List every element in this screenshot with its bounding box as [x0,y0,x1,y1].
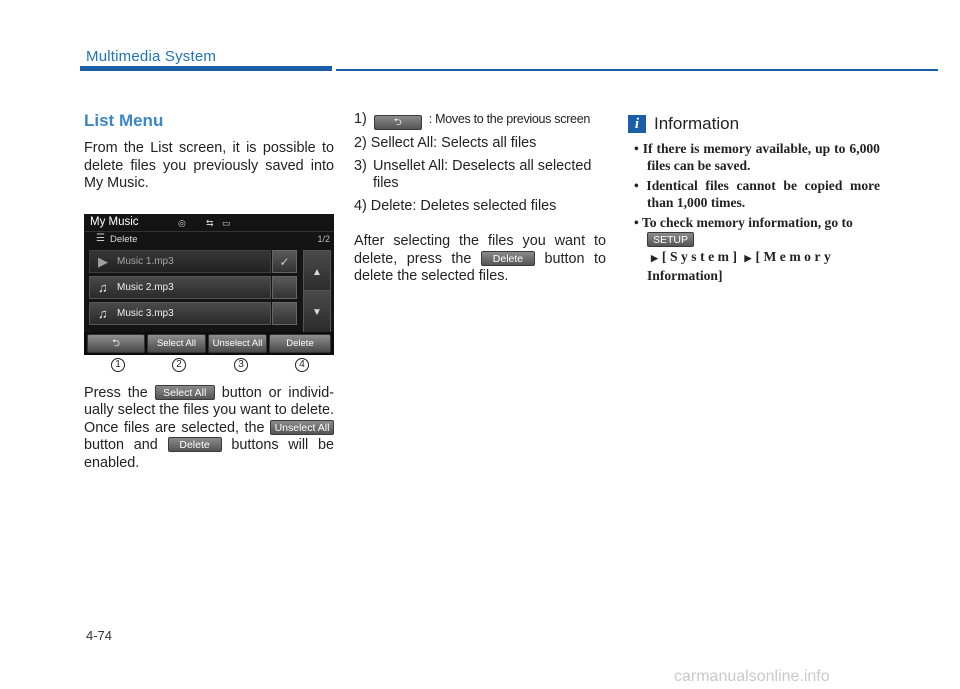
screen-button-bar [84,332,334,355]
list-icon: ☰ [96,232,105,244]
information-header [628,114,880,134]
delete-inline-button: Delete [168,437,222,452]
delete-button[interactable]: Delete [269,334,331,353]
checkbox[interactable] [272,302,297,325]
memory-menu-text: [Memory [755,249,835,264]
file-row[interactable] [89,276,271,299]
bullet-text: To check memory information, go to [641,215,853,230]
item-text: Unsellet All: Deselects all selected files [373,157,592,191]
music-note-icon: ♫ [98,279,108,295]
info-bullet: • If there is memory available, up to 6,000 files can be saved. [634,141,880,173]
system-menu-text: [System] [661,249,741,264]
unselect-all-inline-button: Unselect All [270,420,334,435]
callout-3: 3 [234,358,248,372]
callout-2: 2 [172,358,186,372]
list-item [354,135,606,153]
triangle-right-icon: ▶ [651,253,658,263]
info-bullet: • To check memory information, go to SETUP▶ [System] ▶ [Memory Information] [634,215,853,283]
text: Press the [84,384,148,401]
bullet-text: Identical files cannot be copied more than 1,000 times. [646,178,880,210]
check-icon[interactable]: ✓ [272,250,297,273]
callout-4: 4 [295,358,309,372]
screen-subheader [84,231,334,246]
file-name: Music 1.mp3 [117,255,174,267]
triangle-right-icon: ▶ [744,253,752,263]
column-middle [354,111,606,286]
back-icon: ⮌ [374,115,422,130]
unselect-all-button[interactable]: Unselect All [208,334,267,353]
screen-subtitle: Delete [110,233,138,245]
callout-numbers [84,358,334,376]
screen-title: My Music [90,215,139,228]
delete-inline-button: Delete [481,251,535,266]
text: After selecting the files you want to delete, press the [354,233,606,267]
item-text: Sellect All: Selects all files [370,135,537,151]
column-right [628,111,880,287]
info-bullet: • Identical files cannot be copied more than 1,000 times. [634,178,880,210]
item-number: 2) [354,135,367,151]
page-number: 4-74 [86,628,113,643]
item-number: 3) [354,157,367,174]
info-icon: i [628,115,646,133]
text: button or individ-ually select the files you want to delete. Once files are selected, the [84,384,334,436]
list-item [354,111,606,130]
header-rule-dark [80,66,332,71]
file-row[interactable] [89,250,271,273]
my-music-screen [84,214,334,355]
item-number: 1) [354,111,367,127]
instructions-paragraph [84,385,334,473]
checkbox[interactable] [272,276,297,299]
information-title: Information [654,114,740,133]
watermark: carmanualsonline.info [674,668,830,685]
callout-1: 1 [111,358,125,372]
back-button[interactable]: ⮌ [87,334,145,353]
column-left [84,111,334,472]
text: buttons will be enabled. [84,437,335,471]
file-name: Music 3.mp3 [117,307,174,319]
select-all-button[interactable]: Select All [147,334,206,353]
disc-icon: ◎ [178,217,186,228]
list-menu-heading: List Menu [84,111,164,130]
page-indicator: 1/2 [317,233,330,244]
list-item [354,158,606,193]
text: button and [84,437,158,453]
battery-icon: ▭ [222,217,231,228]
text: button to delete the selected files. [354,250,606,284]
intro-paragraph: From the List screen, it is possible to delete files you previously saved into My Music. [84,140,334,191]
music-note-icon: ♫ [98,305,108,321]
bullet-text: If there is memory available, up to 6,000 files can be saved. [642,141,880,173]
scroll-down-button[interactable]: ▼ [303,290,331,334]
section-title: Multimedia System [86,48,217,65]
play-icon: ▶ [98,253,108,269]
setup-inline-button: SETUP [647,232,694,247]
list-item [354,198,606,216]
usb-icon: ⇆ [206,217,214,228]
item-number: 4) [354,197,367,214]
file-name: Music 2.mp3 [117,281,174,293]
after-selecting-paragraph [354,233,606,286]
item-text: Delete: Deletes selected files [370,197,557,214]
file-row[interactable] [89,302,271,325]
scroll-up-button[interactable]: ▲ [303,250,331,294]
information-menu-text: Information] [647,268,723,283]
header-rule-light [336,69,938,71]
item-text: : Moves to the previous screen [428,112,591,126]
select-all-inline-button: Select All [155,385,215,400]
